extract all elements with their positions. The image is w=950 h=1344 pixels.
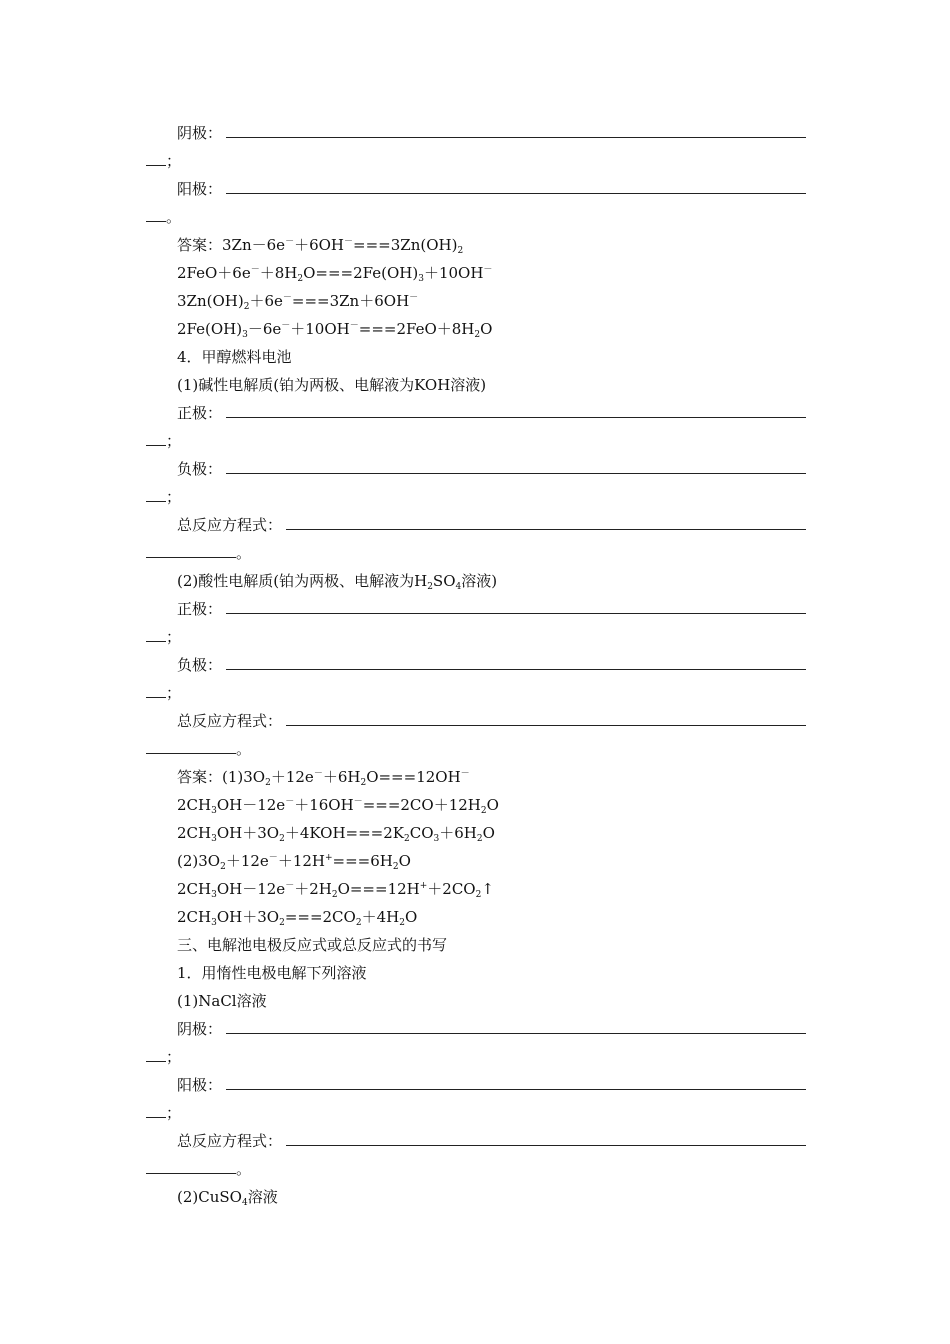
total-line-1 — [177, 1130, 806, 1152]
punct: ； — [166, 488, 182, 506]
text-part: SO — [432, 572, 456, 590]
punct: ； — [166, 684, 182, 702]
anode-label: 阳极： — [177, 180, 223, 198]
eq-sub: 2 — [331, 890, 338, 900]
punct: ； — [166, 628, 182, 646]
anode-line-1 — [177, 1074, 806, 1096]
eq-sup: － — [268, 853, 278, 863]
eq-part: O — [404, 908, 418, 926]
anode-line-1 — [177, 178, 806, 200]
eq-part: O — [482, 824, 495, 842]
total-line-2 — [146, 1158, 806, 1180]
eq-sub: 2 — [480, 806, 487, 816]
eq-sub: 2 — [476, 834, 483, 844]
eq-part: ＋16OH — [294, 796, 354, 814]
negative-line-2 — [146, 486, 806, 508]
positive-line-2 — [146, 430, 806, 452]
total-line-1 — [177, 514, 806, 536]
total-line-2 — [146, 738, 806, 760]
positive-line-1 — [177, 402, 806, 424]
answer-line-a5 — [177, 878, 806, 900]
eq-sub: 3 — [211, 834, 217, 844]
eq-part: ===2FeO＋8H — [358, 320, 475, 338]
answer-blank[interactable] — [226, 613, 806, 614]
eq-part: ＋10OH — [290, 320, 350, 338]
eq-sub: 3 — [418, 274, 424, 284]
eq-part: ===3Zn(OH) — [353, 236, 458, 254]
eq-part: OH＋3O — [216, 908, 280, 926]
eq-part: OH－12e — [216, 880, 286, 898]
eq-sub: 2 — [404, 834, 410, 844]
answer-blank[interactable] — [146, 1159, 236, 1174]
answer-line-a4 — [177, 850, 806, 872]
answer-blank[interactable] — [146, 487, 166, 502]
negative-label: 负极： — [177, 656, 223, 674]
eq-sub: 2 — [399, 918, 405, 928]
answer-blank[interactable] — [226, 669, 806, 670]
punct: 。 — [236, 1160, 252, 1178]
eq-part: －6e — [247, 320, 282, 338]
eq-part: ＋4KOH===2K — [284, 824, 404, 842]
anode-line-2 — [146, 1102, 806, 1124]
subsection-alkaline: (1)碱性电解质(铂为两极、电解液为KOH溶液) — [177, 376, 487, 394]
eq-sup: － — [282, 293, 292, 303]
answer-blank[interactable] — [146, 151, 166, 166]
eq-sup: － — [353, 797, 363, 807]
answer-blank[interactable] — [286, 529, 806, 530]
eq-part: ＋12e — [225, 852, 269, 870]
text-part: 溶液) — [461, 572, 498, 590]
eq-part: O — [486, 796, 499, 814]
eq-part: ＋12H — [433, 796, 481, 814]
eq-part: 2FeO＋6e — [177, 264, 251, 282]
punct: ； — [166, 1048, 182, 1066]
punct: ； — [166, 432, 182, 450]
eq-part: 2CH — [177, 880, 212, 898]
eq-part: ＋4H — [361, 908, 400, 926]
total-line-2 — [146, 542, 806, 564]
negative-label: 负极： — [177, 460, 223, 478]
answer-blank[interactable] — [146, 1103, 166, 1118]
answer-line-a1 — [177, 766, 806, 788]
positive-label: 正极： — [177, 404, 223, 422]
section-4-title: 4．甲醇燃料电池 — [177, 348, 292, 366]
eq-part: O===12H — [337, 880, 420, 898]
text-part: (2)酸性电解质(铂为两极、电解液为H — [177, 572, 428, 590]
text-part: (2)CuSO — [177, 1188, 242, 1206]
eq-part: O — [480, 320, 493, 338]
punct: ； — [166, 152, 182, 170]
eq-sup: － — [281, 321, 291, 331]
eq-part: O===12OH — [366, 768, 461, 786]
eq-sub: 4 — [455, 582, 462, 592]
eq-sup: － — [285, 881, 295, 891]
eq-part: ===2CO — [284, 908, 356, 926]
eq-sub: 2 — [265, 778, 271, 788]
negative-line-1 — [177, 458, 806, 480]
subsection-acidic — [177, 570, 806, 592]
text-part: 溶液 — [247, 1188, 278, 1206]
positive-line-1 — [177, 598, 806, 620]
arrow-up-icon: ↑ — [481, 880, 494, 898]
eq-part: ===2CO — [362, 796, 434, 814]
answer-blank[interactable] — [146, 627, 166, 642]
eq-part: CO — [409, 824, 434, 842]
eq-sub: 2 — [360, 778, 367, 788]
negative-line-2 — [146, 682, 806, 704]
eq-part: 2CH — [177, 824, 212, 842]
answer-line-4 — [177, 318, 806, 340]
answer-blank[interactable] — [146, 543, 236, 558]
cathode-line-2 — [146, 150, 806, 172]
eq-sup: + — [324, 853, 333, 863]
item-1-title: 1．用惰性电极电解下列溶液 — [177, 964, 367, 982]
eq-part: ＋6H — [322, 768, 361, 786]
cathode-label: 阴极： — [177, 1020, 223, 1038]
anode-line-2 — [146, 206, 806, 228]
negative-line-1 — [177, 654, 806, 676]
subsection-nacl: (1)NaCl溶液 — [177, 992, 267, 1010]
subsection-cuso4 — [177, 1186, 806, 1208]
eq-part: 2CH — [177, 796, 212, 814]
cathode-line-1 — [177, 122, 806, 144]
answer-line-3 — [177, 290, 806, 312]
eq-part: OH＋3O — [216, 824, 280, 842]
eq-part: ＋2H — [294, 880, 332, 898]
eq-sub: 2 — [355, 918, 362, 928]
eq-part: 3Zn(OH) — [177, 292, 244, 310]
answer-blank[interactable] — [146, 431, 166, 446]
total-label: 总反应方程式： — [177, 712, 283, 730]
eq-sub: 2 — [427, 582, 433, 592]
eq-part: ＋6H — [439, 824, 477, 842]
cathode-line-1 — [177, 1018, 806, 1040]
eq-part: ＋12H — [277, 852, 325, 870]
eq-sub: 2 — [220, 862, 226, 872]
eq-sup: － — [483, 265, 493, 275]
eq-part: ＋6OH — [294, 236, 345, 254]
punct: 。 — [166, 208, 182, 226]
positive-line-2 — [146, 626, 806, 648]
answer-blank[interactable] — [286, 725, 806, 726]
answer-blank[interactable] — [226, 1033, 806, 1034]
eq-part: O — [398, 852, 411, 870]
eq-part: 2Fe(OH) — [177, 320, 243, 338]
answer-line-1 — [177, 234, 806, 256]
eq-sup: － — [285, 797, 295, 807]
eq-part: (2)3O — [177, 852, 221, 870]
eq-part: ===3Zn＋6OH — [291, 292, 410, 310]
section-3-title: 三、电解池电极反应式或总反应式的书写 — [177, 936, 448, 954]
total-label: 总反应方程式： — [177, 1132, 283, 1150]
eq-part: OH－12e — [216, 796, 286, 814]
eq-sup: － — [349, 321, 359, 331]
eq-sub: 2 — [474, 330, 481, 340]
eq-sub: 2 — [279, 834, 285, 844]
answer-blank[interactable] — [146, 207, 166, 222]
anode-label: 阳极： — [177, 1076, 223, 1094]
eq-sub: 3 — [211, 806, 217, 816]
eq-sub: 3 — [211, 918, 217, 928]
eq-part: O===2Fe(OH) — [303, 264, 419, 282]
eq-sup: － — [313, 769, 323, 779]
answer-prefix: 答案： — [177, 236, 223, 254]
eq-sub: 2 — [475, 890, 482, 900]
cathode-line-2 — [146, 1046, 806, 1068]
total-line-1 — [177, 710, 806, 732]
eq-part: (1)3O — [222, 768, 266, 786]
answer-line-a3 — [177, 822, 806, 844]
eq-sup: － — [344, 237, 354, 247]
eq-sub: 3 — [433, 834, 440, 844]
answer-blank[interactable] — [226, 417, 806, 418]
eq-part: ＋10OH — [423, 264, 484, 282]
eq-sub: 2 — [279, 918, 285, 928]
eq-sup: + — [419, 881, 428, 891]
eq-sup: － — [460, 769, 470, 779]
answer-blank[interactable] — [286, 1145, 806, 1146]
eq-part: ＋12e — [270, 768, 314, 786]
positive-label: 正极： — [177, 600, 223, 618]
punct: 。 — [236, 740, 252, 758]
eq-sub: 2 — [297, 274, 304, 284]
answer-blank[interactable] — [146, 1047, 166, 1062]
eq-part: 2CH — [177, 908, 212, 926]
eq-sub: 4 — [241, 1198, 248, 1208]
eq-sub: 2 — [457, 246, 464, 256]
answer-prefix: 答案： — [177, 768, 223, 786]
eq-sup: － — [250, 265, 260, 275]
answer-line-a2 — [177, 794, 806, 816]
eq-part: ＋2CO — [427, 880, 476, 898]
punct: 。 — [236, 544, 252, 562]
answer-line-2 — [177, 262, 806, 284]
eq-sub: 3 — [211, 890, 217, 900]
eq-part: ＋8H — [259, 264, 298, 282]
eq-sub: 2 — [392, 862, 399, 872]
eq-sup: － — [285, 237, 295, 247]
answer-blank[interactable] — [146, 683, 166, 698]
eq-sub: 2 — [243, 302, 250, 312]
answer-blank[interactable] — [226, 193, 806, 194]
eq-part: ＋6e — [249, 292, 283, 310]
eq-part: 3Zn－6e — [222, 236, 286, 254]
answer-line-a6 — [177, 906, 806, 928]
eq-sup: － — [409, 293, 419, 303]
total-label: 总反应方程式： — [177, 516, 283, 534]
eq-sub: 3 — [242, 330, 248, 340]
punct: ； — [166, 1104, 182, 1122]
answer-blank[interactable] — [226, 473, 806, 474]
cathode-label: 阴极： — [177, 124, 223, 142]
answer-blank[interactable] — [146, 739, 236, 754]
eq-part: ===6H — [332, 852, 393, 870]
answer-blank[interactable] — [226, 137, 806, 138]
answer-blank[interactable] — [226, 1089, 806, 1090]
